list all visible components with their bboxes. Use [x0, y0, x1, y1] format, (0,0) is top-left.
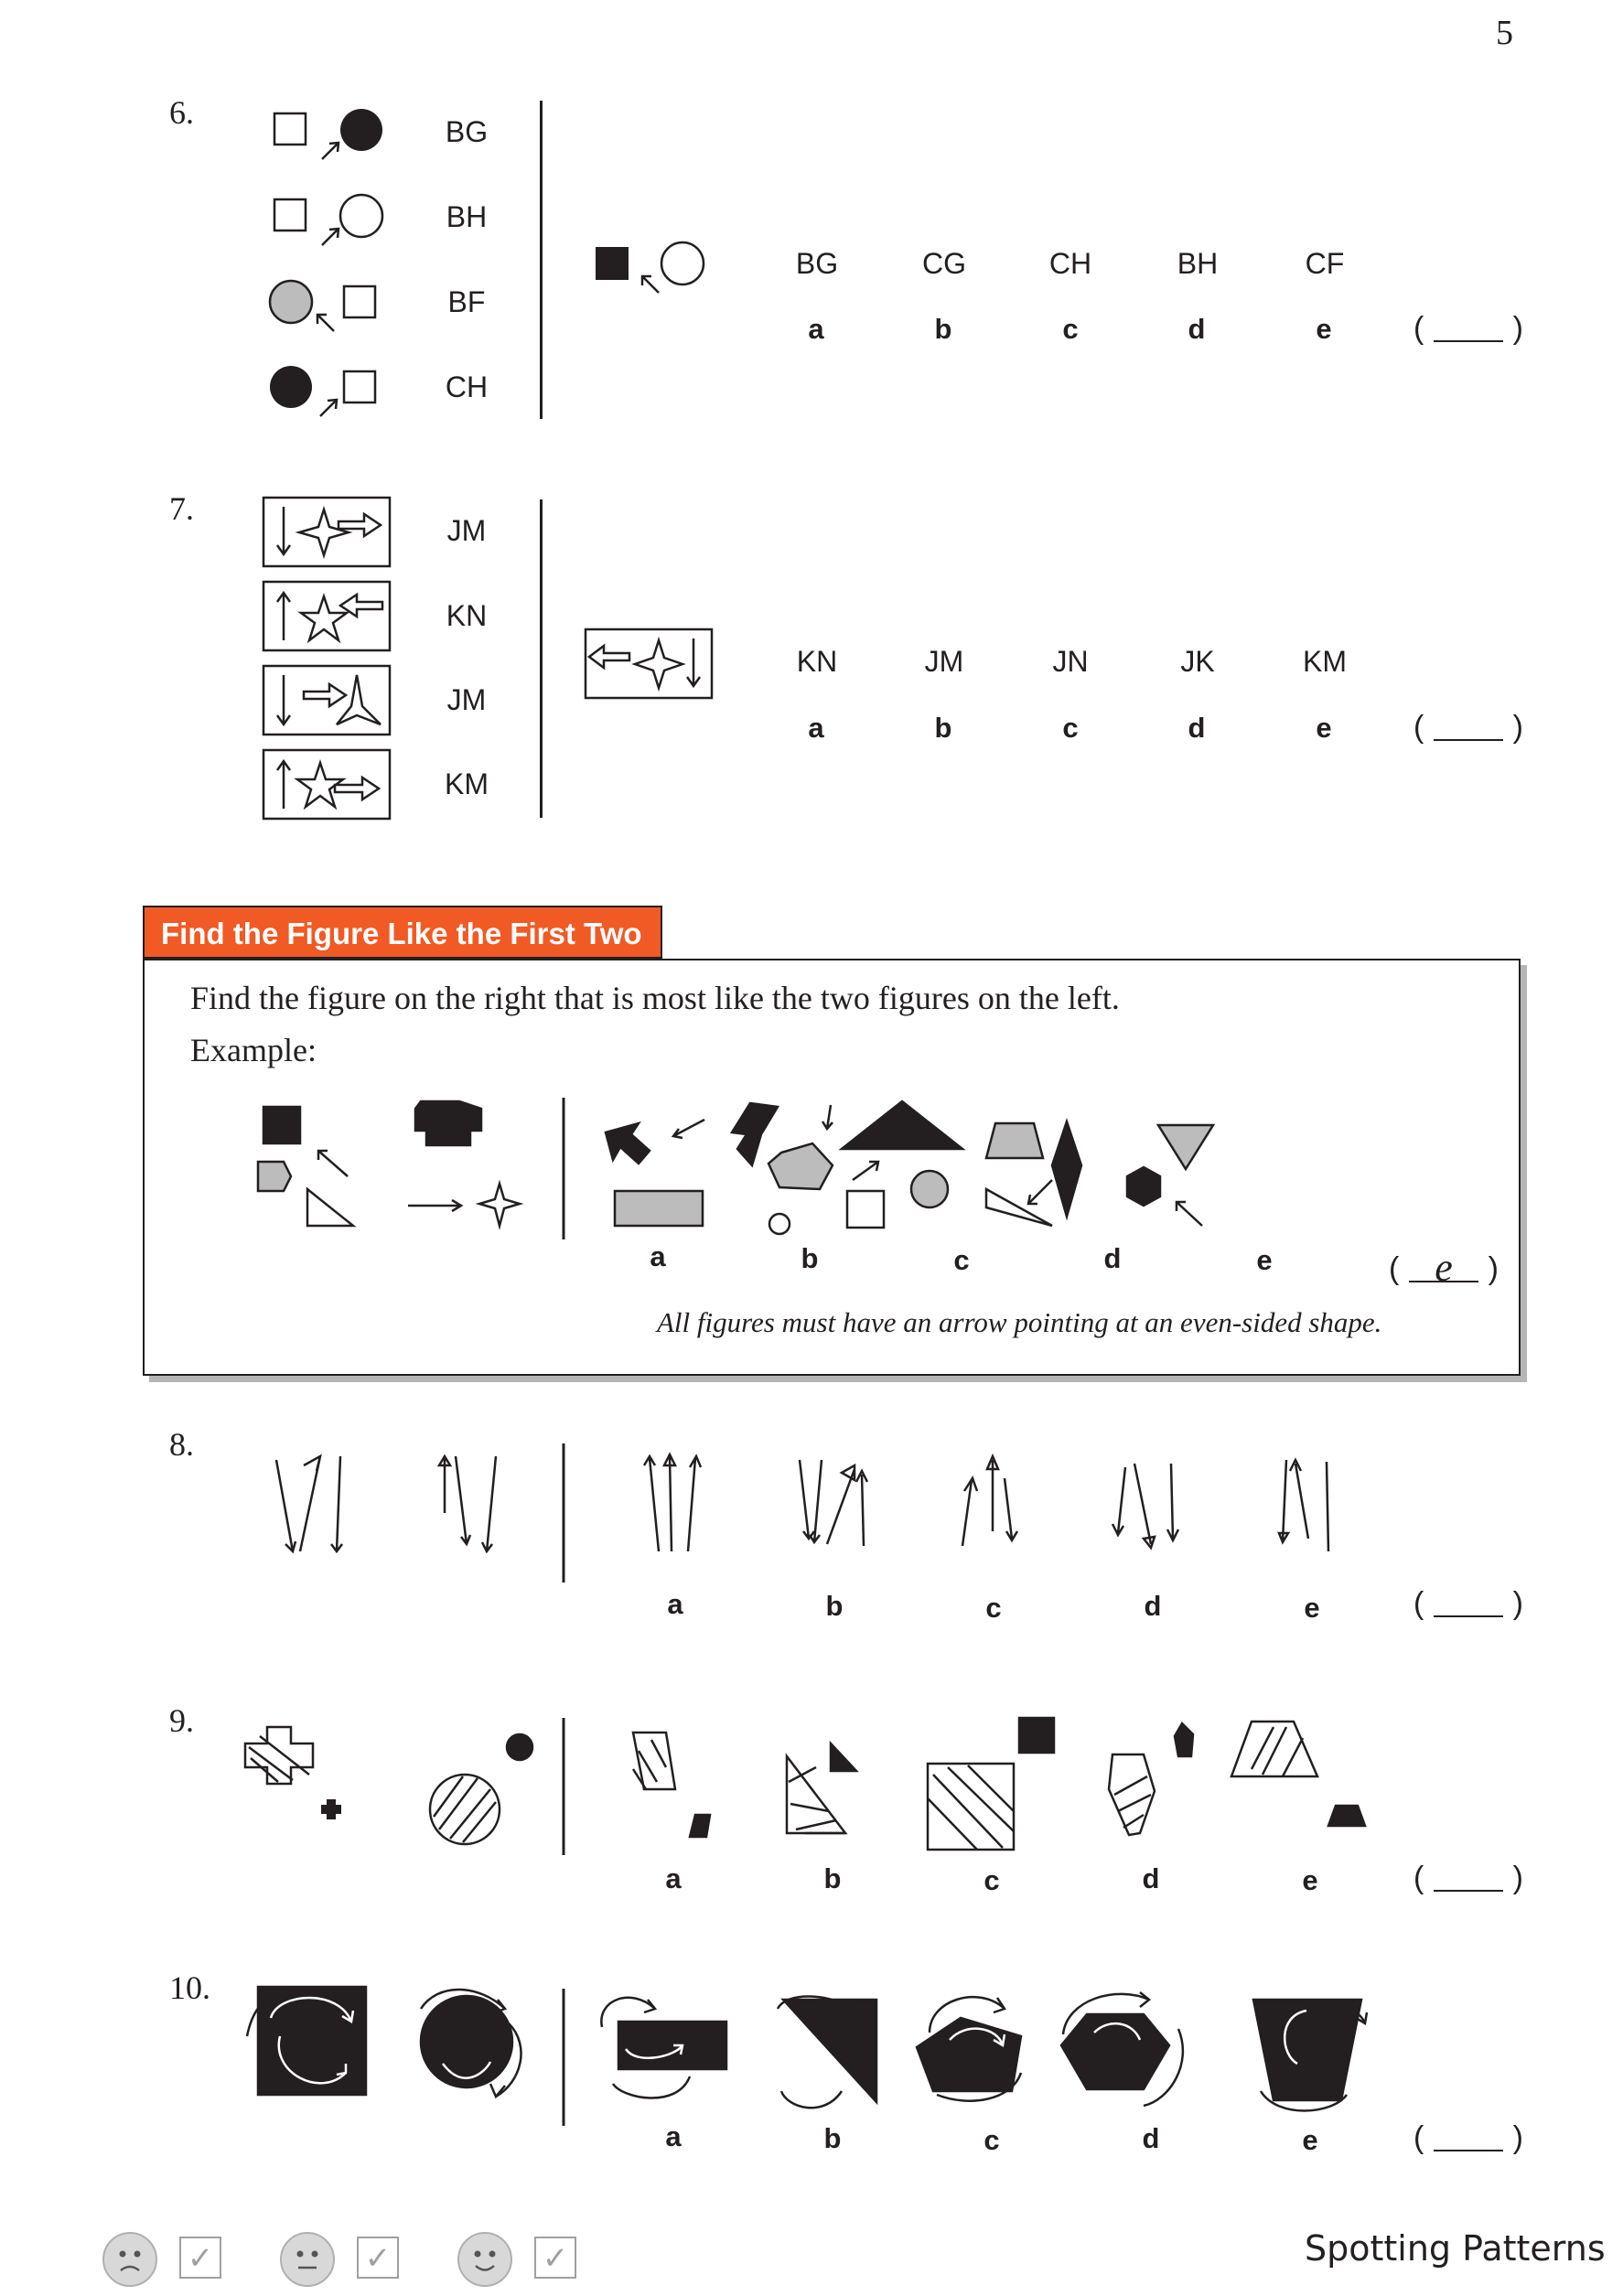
neutral-face-icon[interactable]	[280, 2232, 335, 2287]
q6-option-b-code: CG	[922, 247, 966, 280]
q10-figures	[238, 1981, 1436, 2146]
q9-answer-blank[interactable]	[1413, 1861, 1523, 1897]
example-blank-open: (	[1389, 1251, 1400, 1286]
footer-section-title: Spotting Patterns	[1305, 2228, 1606, 2269]
happy-check-box[interactable]: ✓	[534, 2237, 576, 2279]
q9-option-a[interactable]: a	[665, 1862, 682, 1894]
q10-answer-blank[interactable]	[1413, 2120, 1523, 2157]
q7-option-a[interactable]: a	[808, 712, 824, 744]
q7-code-3: JM	[446, 683, 487, 716]
neutral-check-box[interactable]: ✓	[357, 2237, 399, 2279]
q7-blank-close: )	[1512, 710, 1523, 745]
example-option-c: c	[953, 1244, 970, 1276]
q8-option-b[interactable]: b	[825, 1590, 844, 1622]
q6-option-c-code: CH	[1048, 247, 1092, 280]
q8-figures	[256, 1443, 1446, 1553]
q7-option-c-code: JN	[1052, 645, 1089, 678]
example-answer: e	[1435, 1245, 1453, 1290]
q7-code-4: KM	[445, 767, 489, 800]
q7-option-e-code: KM	[1303, 645, 1347, 678]
q6-code-4: CH	[445, 370, 489, 403]
happy-face-icon[interactable]	[457, 2232, 512, 2287]
q6-option-b[interactable]: b	[934, 313, 952, 345]
q7-option-d-code: JK	[1180, 645, 1215, 678]
q9-blank-open: (	[1413, 1861, 1424, 1895]
question-6-number: 6.	[169, 94, 194, 131]
q10-option-a[interactable]: a	[665, 2120, 682, 2152]
question-9-number: 9.	[169, 1702, 194, 1739]
q10-option-b[interactable]: b	[823, 2122, 842, 2154]
q7-divider	[540, 499, 543, 818]
q10-option-e[interactable]: e	[1302, 2124, 1318, 2156]
q9-option-c[interactable]: c	[983, 1864, 1000, 1896]
example-option-b: b	[801, 1242, 819, 1274]
example-option-e: e	[1256, 1244, 1273, 1276]
q6-option-d-code: BH	[1177, 247, 1219, 280]
q7-option-c[interactable]: c	[1062, 712, 1079, 744]
q6-test-figure	[593, 238, 712, 302]
q6-option-d[interactable]: d	[1188, 313, 1206, 345]
q9-option-d[interactable]: d	[1142, 1862, 1160, 1894]
q7-option-e[interactable]: e	[1316, 712, 1332, 744]
example-figures	[247, 1089, 1336, 1235]
q7-legend-figures	[262, 496, 394, 825]
question-7-number: 7.	[169, 490, 194, 527]
q8-blank-close: )	[1512, 1586, 1523, 1621]
q7-option-a-code: KN	[796, 645, 838, 678]
q7-option-b[interactable]: b	[934, 712, 952, 744]
example-explanation: All figures must have an arrow pointing at an even-sided shape.	[657, 1306, 1382, 1338]
q6-blank-open: (	[1413, 311, 1424, 346]
example-option-d: d	[1103, 1242, 1122, 1274]
q6-option-a[interactable]: a	[808, 313, 824, 345]
q7-test-figure	[584, 628, 716, 701]
q9-blank-close: )	[1512, 1861, 1523, 1895]
question-8-number: 8.	[169, 1426, 194, 1463]
q9-option-b[interactable]: b	[823, 1862, 842, 1894]
q8-answer-blank[interactable]	[1413, 1586, 1523, 1623]
q10-option-c[interactable]: c	[983, 2124, 1000, 2156]
q6-option-c[interactable]: c	[1062, 313, 1079, 345]
q7-code-1: JM	[446, 514, 487, 547]
q8-option-c[interactable]: c	[985, 1592, 1002, 1624]
q6-blank-close: )	[1512, 311, 1523, 346]
q6-answer-blank[interactable]	[1413, 311, 1523, 348]
example-blank-close: )	[1488, 1251, 1499, 1286]
q6-option-a-code: BG	[795, 247, 839, 280]
q7-code-2: KN	[446, 599, 488, 632]
section-instruction: Find the figure on the right that is most like the two figures on the left.	[190, 980, 1120, 1016]
sad-face-icon[interactable]	[102, 2232, 157, 2287]
question-10-number: 10.	[169, 1969, 210, 2006]
q6-code-2: BH	[446, 200, 488, 233]
example-label: Example:	[190, 1032, 317, 1068]
q8-blank-open: (	[1413, 1586, 1424, 1621]
q9-figures	[238, 1711, 1436, 1866]
q6-option-e-code: CF	[1305, 247, 1345, 280]
q9-option-e[interactable]: e	[1302, 1864, 1318, 1896]
q10-option-d[interactable]: d	[1142, 2122, 1160, 2154]
q8-option-a[interactable]: a	[667, 1588, 683, 1620]
q6-code-1: BG	[445, 115, 489, 148]
q7-answer-blank[interactable]	[1413, 710, 1523, 746]
q7-option-b-code: JM	[924, 645, 964, 678]
q6-option-e[interactable]: e	[1316, 313, 1332, 345]
q7-blank-open: (	[1413, 710, 1424, 745]
q6-divider	[540, 101, 543, 419]
section-title: Find the Figure Like the First Two	[143, 906, 662, 959]
q10-blank-close: )	[1512, 2120, 1523, 2155]
q10-blank-open: (	[1413, 2120, 1424, 2155]
example-option-a: a	[650, 1240, 666, 1272]
q8-option-d[interactable]: d	[1144, 1590, 1162, 1622]
example-answer-blank	[1389, 1245, 1499, 1290]
q7-option-d[interactable]: d	[1188, 712, 1206, 744]
q6-code-3: BF	[447, 285, 486, 318]
sad-check-box[interactable]: ✓	[179, 2237, 221, 2279]
q6-legend-figures	[256, 101, 403, 421]
page-number: 5	[1496, 14, 1513, 52]
q8-option-e[interactable]: e	[1304, 1592, 1320, 1624]
